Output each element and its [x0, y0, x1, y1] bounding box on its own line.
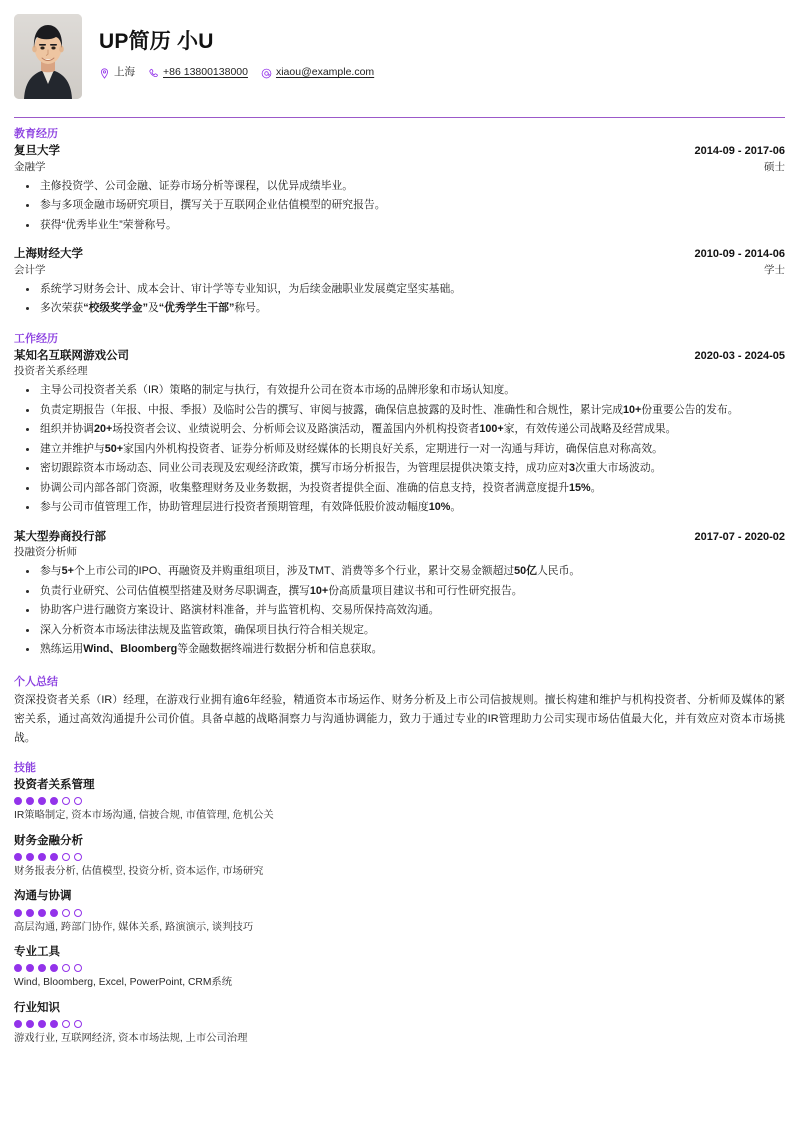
bullet-item: 密切跟踪资本市场动态、同业公司表现及宏观经济政策，撰写市场分析报告，为管理层提供决策支持，成功应对3次重大市场波动。	[14, 460, 785, 477]
contact-location-value: 上海	[114, 66, 135, 79]
skill-level-rating	[14, 853, 785, 861]
skill-block	[14, 833, 785, 880]
experience-entry	[14, 143, 785, 234]
section-title-summary: 个人总结	[14, 675, 58, 688]
rating-dot-filled	[14, 964, 22, 972]
summary-text: 资深投资者关系（IR）经理，在游戏行业拥有逾6年经验，精通资本市场运作、财务分析及上市公司信披规则。擅长构建和维护与机构投资者、分析师及媒体的紧密关系，通过高效沟通提升公司价值。具备卓越的战略洞察力与沟通协调能力，致力于通过专业的IR管理助力公司实现市场估值最大化，并有效应对资本市场挑战。	[14, 693, 785, 744]
section-summary	[14, 675, 785, 748]
rating-dot-filled	[50, 797, 58, 805]
page-title: UP简历 小U	[99, 30, 214, 53]
entry-subheader	[14, 364, 785, 379]
skill-name: 行业知识	[14, 1001, 60, 1014]
skill-keywords: 高层沟通, 跨部门协作, 媒体关系, 路演演示, 谈判技巧	[14, 921, 254, 933]
entry-degree: 学士	[764, 263, 785, 276]
skill-name: 专业工具	[14, 946, 60, 959]
entry-organization: 复旦大学	[14, 145, 60, 158]
entry-header	[14, 246, 785, 262]
rating-dot-empty	[62, 853, 70, 861]
entry-header	[14, 348, 785, 364]
rating-dot-empty	[74, 797, 82, 805]
entry-degree: 硕士	[764, 160, 785, 173]
rating-dot-empty	[74, 964, 82, 972]
section-title-work: 工作经历	[14, 332, 58, 345]
contact-email[interactable]	[261, 65, 374, 81]
section-work	[14, 332, 785, 659]
skill-level-rating	[14, 1020, 785, 1028]
skill-keywords: IR策略制定, 资本市场沟通, 信披合规, 市值管理, 危机公关	[14, 810, 274, 822]
rating-dot-empty	[74, 1020, 82, 1028]
skill-block	[14, 888, 785, 935]
bullet-item: 组织并协调20+场投资者会议、业绩说明会、分析师会议及路演活动，覆盖国内外机构投资者100+家，有效传递公司战略及经营成果。	[14, 421, 785, 438]
rating-dot-filled	[26, 853, 34, 861]
bullet-item: 参与5+个上市公司的IPO、再融资及并购重组项目，涉及TMT、消费等多个行业，累计交易金额超过50亿人民币。	[14, 563, 785, 580]
rating-dot-empty	[62, 797, 70, 805]
entry-bullet-list	[14, 281, 785, 318]
work-entries	[14, 348, 785, 659]
resume-header	[14, 14, 785, 107]
entry-date-range: 2010-09 - 2014-06	[694, 248, 785, 261]
skill-level-rating	[14, 964, 785, 972]
bullet-item: 主修投资学、公司金融、证券市场分析等课程，以优异成绩毕业。	[14, 178, 785, 195]
bullet-item: 获得“优秀毕业生”荣誉称号。	[14, 217, 785, 234]
contact-list	[99, 65, 785, 81]
education-entries	[14, 143, 785, 318]
rating-dot-filled	[38, 797, 46, 805]
rating-dot-empty	[62, 964, 70, 972]
rating-dot-filled	[14, 853, 22, 861]
rating-dot-filled	[50, 964, 58, 972]
rating-dot-empty	[74, 909, 82, 917]
skill-level-rating	[14, 909, 785, 917]
rating-dot-filled	[26, 909, 34, 917]
entry-date-range: 2014-09 - 2017-06	[694, 145, 785, 158]
skill-block	[14, 944, 785, 991]
contact-email-value: xiaou@example.com	[275, 66, 375, 79]
rating-dot-filled	[14, 797, 22, 805]
header-text-block	[99, 14, 785, 81]
experience-entry	[14, 246, 785, 318]
section-title-education: 教育经历	[14, 128, 58, 141]
entry-role: 会计学	[14, 263, 46, 276]
skill-block	[14, 1000, 785, 1047]
rating-dot-filled	[14, 909, 22, 917]
entry-header	[14, 143, 785, 159]
rating-dot-filled	[50, 1020, 58, 1028]
skill-list	[14, 777, 785, 1046]
phone-icon	[148, 68, 159, 79]
entry-role: 投融资分析师	[14, 546, 77, 559]
entry-subheader	[14, 263, 785, 278]
rating-dot-filled	[38, 853, 46, 861]
entry-bullet-list	[14, 382, 785, 516]
bullet-item: 协助客户进行融资方案设计、路演材料准备，并与监管机构、交易所保持高效沟通。	[14, 602, 785, 619]
rating-dot-filled	[38, 964, 46, 972]
skill-name: 财务金融分析	[14, 834, 83, 847]
entry-organization: 上海财经大学	[14, 248, 83, 261]
skill-name: 投资者关系管理	[14, 779, 95, 792]
email-at-icon	[261, 68, 272, 79]
section-skills	[14, 761, 785, 1046]
bullet-item: 系统学习财务会计、成本会计、审计学等专业知识，为后续金融职业发展奠定坚实基础。	[14, 281, 785, 298]
entry-subheader	[14, 545, 785, 560]
bullet-item: 多次荣获“校级奖学金”及“优秀学生干部”称号。	[14, 300, 785, 317]
entry-date-range: 2020-03 - 2024-05	[694, 349, 785, 362]
rating-dot-empty	[62, 909, 70, 917]
entry-organization: 某大型券商投行部	[14, 530, 106, 543]
skill-keywords: 财务报表分析, 估值模型, 投资分析, 资本运作, 市场研究	[14, 865, 264, 877]
bullet-item: 熟练运用Wind、Bloomberg等金融数据终端进行数据分析和信息获取。	[14, 641, 785, 658]
avatar	[14, 14, 82, 99]
entry-date-range: 2017-07 - 2020-02	[694, 530, 785, 543]
bullet-item: 深入分析资本市场法律法规及监管政策，确保项目执行符合相关规定。	[14, 622, 785, 639]
entry-role: 投资者关系经理	[14, 365, 88, 378]
rating-dot-filled	[26, 964, 34, 972]
skill-block	[14, 777, 785, 824]
rating-dot-filled	[26, 797, 34, 805]
header-divider	[14, 117, 785, 118]
rating-dot-filled	[38, 909, 46, 917]
skill-name: 沟通与协调	[14, 890, 72, 903]
contact-phone-value: +86 13800138000	[163, 66, 248, 79]
entry-header	[14, 529, 785, 545]
section-title-skills: 技能	[14, 762, 36, 775]
section-education	[14, 127, 785, 317]
bullet-item: 负责行业研究、公司估值模型搭建及财务尽职调查，撰写10+份高质量项目建议书和可行性研究报告。	[14, 583, 785, 600]
rating-dot-filled	[14, 1020, 22, 1028]
skill-level-rating	[14, 797, 785, 805]
experience-entry	[14, 529, 785, 659]
location-pin-icon	[99, 68, 110, 79]
rating-dot-empty	[74, 853, 82, 861]
entry-bullet-list	[14, 563, 785, 658]
bullet-item: 协调公司内部各部门资源，收集整理财务及业务数据，为投资者提供全面、准确的信息支持，投资者满意度提升15%。	[14, 480, 785, 497]
rating-dot-filled	[50, 853, 58, 861]
contact-location	[99, 65, 135, 81]
bullet-item: 主导公司投资者关系（IR）策略的制定与执行，有效提升公司在资本市场的品牌形象和市场认知度。	[14, 382, 785, 399]
rating-dot-empty	[62, 1020, 70, 1028]
entry-role: 金融学	[14, 160, 46, 173]
skill-keywords: 游戏行业, 互联网经济, 资本市场法规, 上市公司治理	[14, 1033, 248, 1045]
rating-dot-filled	[38, 1020, 46, 1028]
entry-subheader	[14, 160, 785, 175]
bullet-item: 参与公司市值管理工作，协助管理层进行投资者预期管理，有效降低股价波动幅度10%。	[14, 499, 785, 516]
experience-entry	[14, 348, 785, 517]
rating-dot-filled	[50, 909, 58, 917]
entry-organization: 某知名互联网游戏公司	[14, 349, 129, 362]
entry-bullet-list	[14, 178, 785, 234]
bullet-item: 负责定期报告（年报、中报、季报）及临时公告的撰写、审阅与披露，确保信息披露的及时性、准确性和合规性，累计完成10+份重要公告的发布。	[14, 402, 785, 419]
contact-phone[interactable]	[148, 65, 248, 81]
bullet-item: 建立并维护与50+家国内外机构投资者、证券分析师及财经媒体的长期良好关系，定期进行一对一沟通与拜访，确保信息对称高效。	[14, 441, 785, 458]
rating-dot-filled	[26, 1020, 34, 1028]
bullet-item: 参与多项金融市场研究项目，撰写关于互联网企业估值模型的研究报告。	[14, 197, 785, 214]
skill-keywords: Wind, Bloomberg, Excel, PowerPoint, CRM系统	[14, 977, 233, 989]
